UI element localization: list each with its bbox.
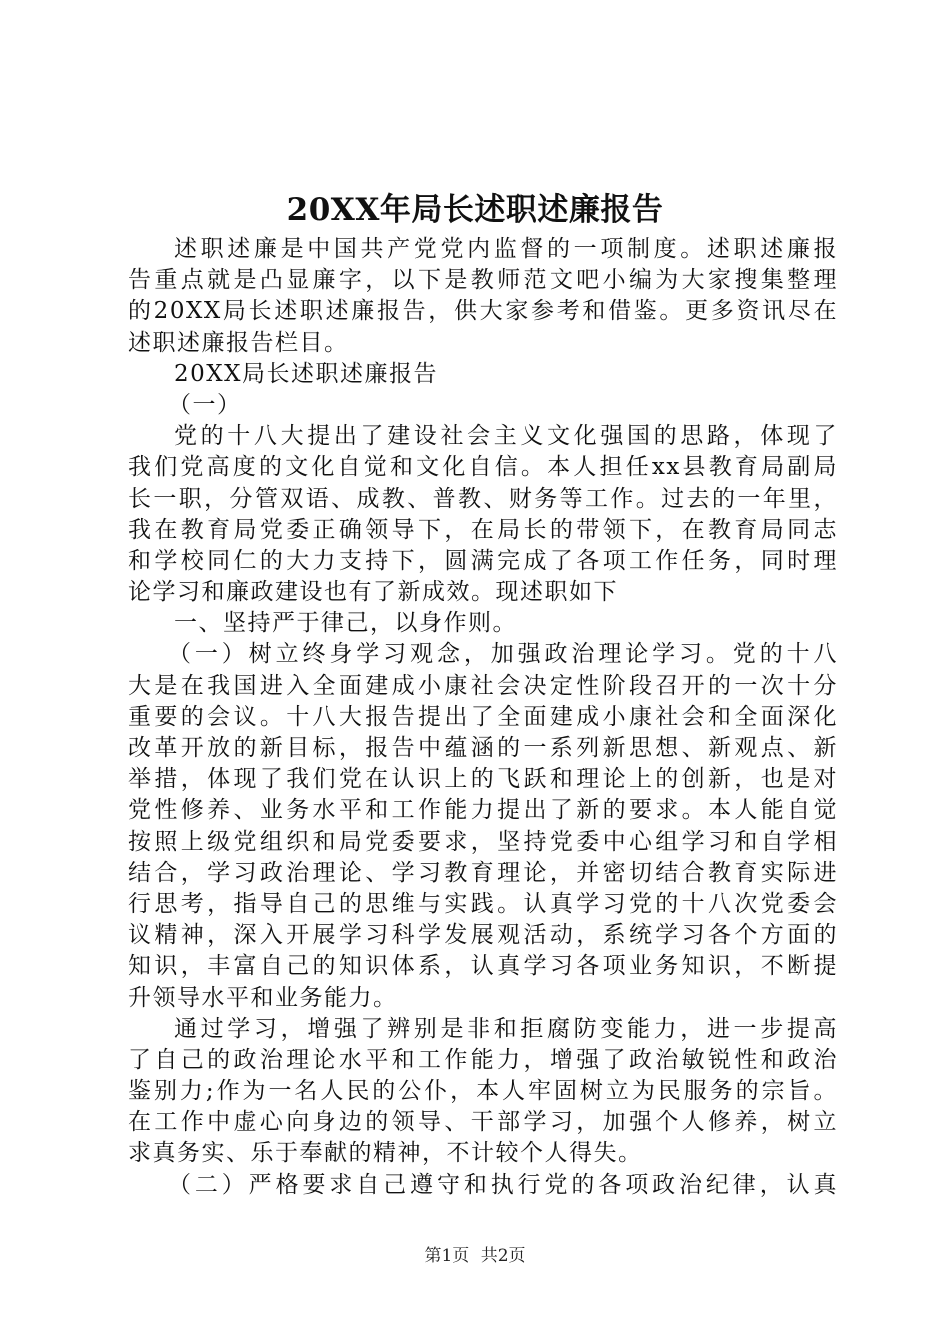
body-line: 求真务实、乐于奉献的精神，不计较个人得失。 [128, 1140, 643, 1167]
body-line: 述职述廉是中国共产党党内监督的一项制度。述职述廉报 [174, 236, 838, 262]
body-line: 改革开放的新目标，报告中蕴涵的一系列新思想、新观点、新 [128, 735, 838, 761]
body-line: 一、坚持严于律己，以身作则。 [174, 610, 517, 637]
body-line: 20XX局长述职述廉报告 [174, 360, 439, 387]
body-line: 党性修养、业务水平和工作能力提出了新的要求。本人能自觉 [128, 797, 838, 824]
body-line: 结合，学习政治理论、学习教育理论，并密切结合教育实际进 [128, 859, 838, 886]
body-line: 议精神，深入开展学习科学发展观活动，系统学习各个方面的 [128, 922, 838, 949]
page-number: 第1页 [424, 1246, 470, 1266]
body-line: 告重点就是凸显廉字，以下是教师范文吧小编为大家搜集整理 [128, 267, 838, 294]
body-line: 在工作中虚心向身边的领导、干部学习，加强个人修养，树立 [128, 1109, 838, 1136]
body-line: （一） [168, 391, 242, 418]
body-line: 鉴别力;作为一名人民的公仆，本人牢固树立为民服务的宗旨。 [128, 1078, 838, 1105]
body-line: 述职述廉报告栏目。 [128, 329, 349, 356]
body-line: 按照上级党组织和局党委要求，坚持党委中心组学习和自学相 [128, 828, 838, 855]
body-line: 通过学习，增强了辨别是非和拒腐防变能力，进一步提高 [174, 1015, 838, 1042]
body-line: 党的十八大提出了建设社会主义文化强国的思路，体现了 [174, 423, 838, 450]
body-line: 举措，体现了我们党在认识上的飞跃和理论上的创新，也是对 [128, 766, 838, 793]
body-line: 知识，丰富自己的知识体系，认真学习各项业务知识，不断提 [128, 953, 838, 980]
document-title: 20XX年局长述职述廉报告 [286, 192, 664, 228]
body-line: （二）严格要求自己遵守和执行党的各项政治纪律，认真 [168, 1171, 838, 1198]
body-line: 我们党高度的文化自觉和文化自信。本人担任xx县教育局副局 [128, 454, 838, 481]
body-line: 的20XX局长述职述廉报告，供大家参考和借鉴。更多资讯尽在 [128, 298, 838, 325]
body-line: 了自己的政治理论水平和工作能力，增强了政治敏锐性和政治 [128, 1046, 838, 1073]
body-line: （一）树立终身学习观念，加强政治理论学习。党的十八 [168, 641, 838, 668]
document-body [128, 234, 838, 1201]
body-line: 长一职，分管双语、成教、普教、财务等工作。过去的一年里， [128, 485, 838, 512]
body-line: 大是在我国进入全面建成小康社会决定性阶段召开的一次十分 [128, 672, 838, 699]
body-line: 升领导水平和业务能力。 [128, 984, 398, 1011]
body-line: 重要的会议。十八大报告提出了全面建成小康社会和全面深化 [128, 703, 838, 730]
body-line: 行思考，指导自己的思维与实践。认真学习党的十八次党委会 [128, 890, 838, 917]
body-line: 论学习和廉政建设也有了新成效。现述职如下 [128, 579, 618, 606]
page-footer [0, 1244, 950, 1268]
page-total: 共2页 [480, 1246, 526, 1266]
body-line: 我在教育局党委正确领导下，在局长的带领下，在教育局同志 [128, 516, 838, 543]
body-line: 和学校同仁的大力支持下，圆满完成了各项工作任务，同时理 [128, 547, 838, 574]
